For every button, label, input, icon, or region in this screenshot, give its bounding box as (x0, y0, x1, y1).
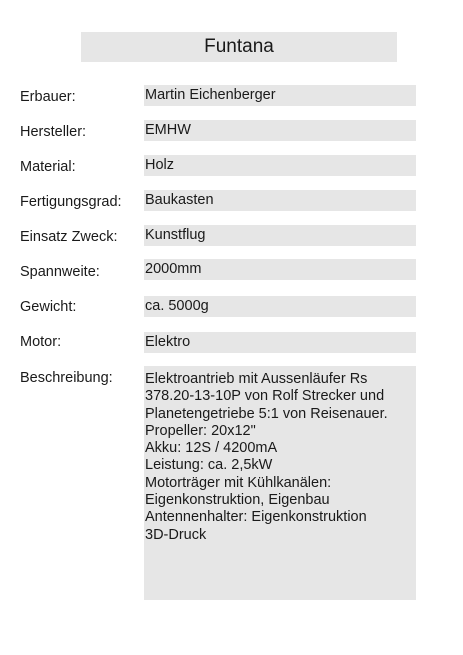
value-erbauer: Martin Eichenberger (144, 85, 416, 106)
value-motor: Elektro (144, 332, 416, 353)
label-beschreibung: Beschreibung: (20, 370, 113, 386)
label-einsatz-zweck: Einsatz Zweck: (20, 229, 118, 245)
description-line: 3D-Druck (145, 526, 207, 543)
description-line: Leistung: ca. 2,5kW (145, 457, 273, 474)
label-hersteller: Hersteller: (20, 124, 87, 140)
label-gewicht: Gewicht: (20, 299, 77, 315)
description-line: 378.20-13-10P von Rolf Strecker und (145, 388, 385, 405)
description-line: Antennenhalter: Eigenkonstruktion (145, 509, 367, 526)
description-line: Motorträger mit Kühlkanälen: (145, 474, 332, 491)
value-hersteller: EMHW (144, 120, 416, 141)
description-line: Akku: 12S / 4200mA (145, 440, 278, 457)
label-motor: Motor: (20, 334, 62, 350)
description-box (144, 366, 416, 600)
value-einsatz-zweck: Kunstflug (144, 225, 416, 246)
value-spannweite: 2000mm (144, 259, 416, 280)
label-erbauer: Erbauer: (20, 89, 76, 105)
label-material: Material: (20, 159, 76, 175)
value-fertigungsgrad: Baukasten (144, 190, 416, 211)
description-line: Elektroantrieb mit Aussenläufer Rs (145, 371, 368, 387)
description-line: Eigenkonstruktion, Eigenbau (145, 492, 330, 509)
description-line: Propeller: 20x12" (145, 422, 256, 439)
label-spannweite: Spannweite: (20, 264, 100, 280)
description-line: Planetengetriebe 5:1 von Reisenauer. (145, 405, 388, 422)
value-material: Holz (144, 155, 416, 176)
value-gewicht: ca. 5000g (144, 296, 416, 317)
label-fertigungsgrad: Fertigungsgrad: (20, 194, 122, 210)
page-title: Funtana (81, 32, 397, 62)
